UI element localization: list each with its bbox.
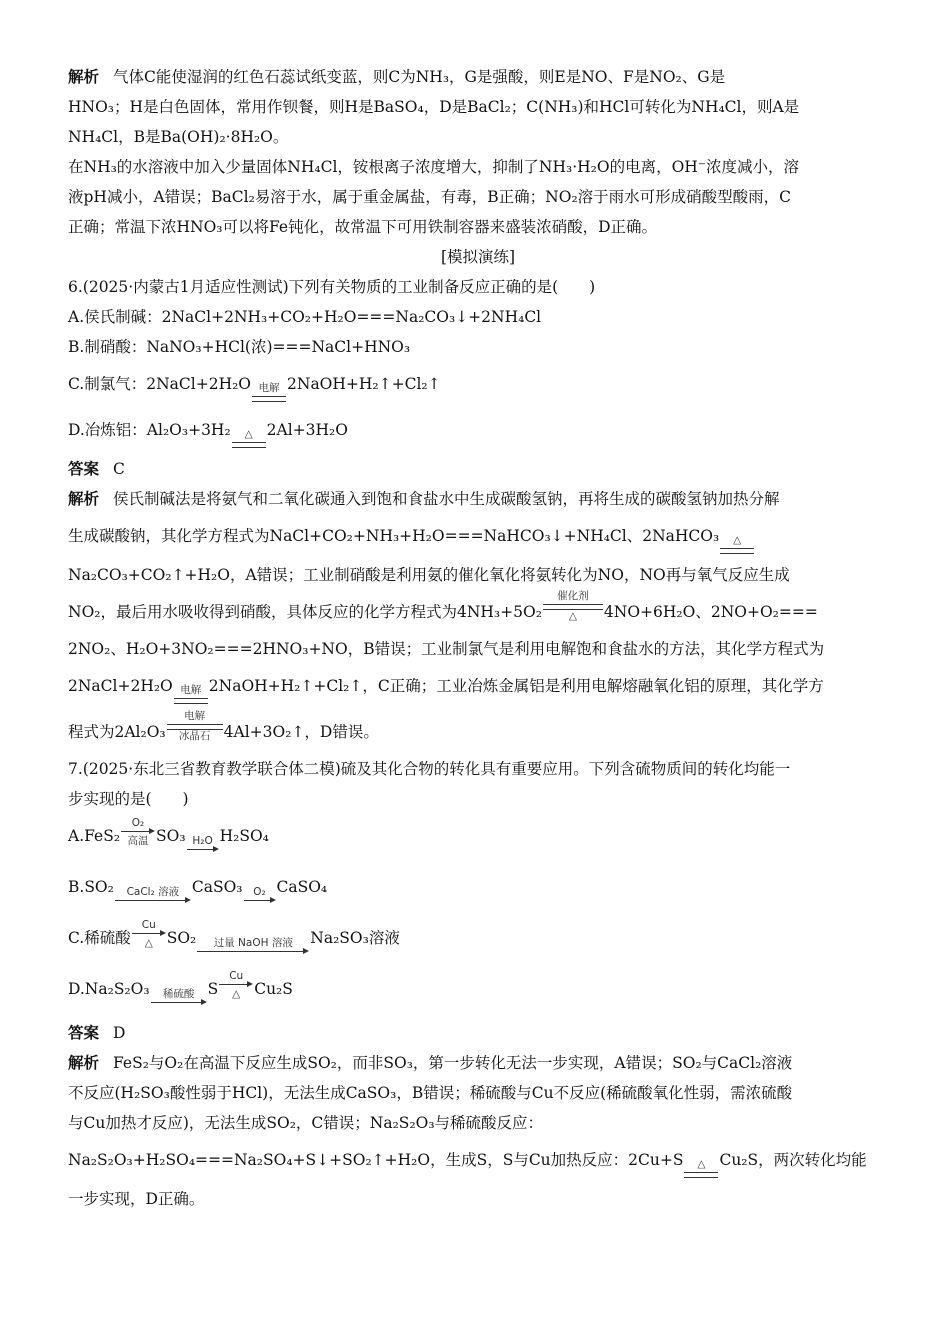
q6-analysis-line: NO₂，最后用水吸收得到硝酸，具体反应的化学方程式为4NH₃+5O₂ 催化剂 △ 4NO+6H₂O、2NO+O₂===: [68, 590, 818, 622]
q5-analysis-line: HNO₃；H是白色固体，常用作钡餐，则H是BaSO₄，D是BaCl₂；C(NH₃)和HCl可转化为NH₄Cl，则A是: [68, 98, 800, 116]
q6-analysis-line: 生成碳酸钠，其化学方程式为NaCl+CO₂+NH₃+H₂O===NaHCO₃↓+NH₄Cl、2NaHCO₃ △: [68, 514, 888, 560]
reaction-arrow: Cu △: [132, 919, 166, 949]
q7-option-c: C.稀硫酸 Cu △ SO₂ 过量 NaOH 溶液 Na₂SO₃溶液: [68, 916, 888, 967]
q7-option-d: D.Na₂S₂O₃ 稀硫酸 S Cu △ Cu₂S: [68, 967, 888, 1018]
reaction-arrow: CaCl₂ 溶液: [115, 886, 191, 916]
q6-option-b: B.制硝酸：NaNO₃+HCl(浓)===NaCl+HNO₃: [68, 338, 411, 356]
q6-analysis-line: 解析 侯氏制碱法是将氨气和二氧化碳通入到饱和食盐水中生成碳酸氢钠，再将生成的碳酸氢钠加热分解: [68, 490, 780, 508]
q6-option-a: A.侯氏制碱：2NaCl+2NH₃+CO₂+H₂O===Na₂CO₃↓+2NH₄Cl: [68, 308, 542, 326]
q5-analysis-line: 解析 气体C能使湿润的红色石蕊试纸变蓝，则C为NH₃，G是强酸，则E是NO、F是NO₂、G是: [68, 68, 726, 86]
q6-analysis-line: 2NaCl+2H₂O 电解 2NaOH+H₂↑+Cl₂↑，C正确；工业冶炼金属铝是利用电解熔融氧化铝的原理，其化学方: [68, 664, 888, 710]
q6-stem: 6.(2025·内蒙古1月适应性测试)下列有关物质的工业制备反应正确的是( ): [68, 278, 596, 296]
equals-arrow: 电解: [174, 684, 208, 710]
q6-analysis-line: 程式为2Al₂O₃ 电解 冰晶石 4Al+3O₂↑，D错误。: [68, 710, 379, 742]
q7-analysis-line: 解析 FeS₂与O₂在高温下反应生成SO₂，而非SO₃，第一步转化无法一步实现，A错误；SO₂与CaCl₂溶液: [68, 1054, 793, 1072]
document-page: [68, 62, 888, 1214]
q7-stem: 步实现的是( ): [68, 790, 189, 808]
q5-analysis-line: 在NH₃的水溶液中加入少量固体NH₄Cl，铵根离子浓度增大，抑制了NH₃·H₂O的电离，OH⁻浓度减小，溶: [68, 158, 799, 176]
q5-analysis-line: 正确；常温下浓HNO₃可以将Fe钝化，故常温下可用铁制容器来盛装浓硝酸，D正确。: [68, 218, 658, 236]
analysis-label: 解析: [68, 68, 100, 86]
q7-answer: 答案 D: [68, 1024, 126, 1042]
reaction-arrow: Cu △: [219, 970, 253, 1000]
reaction-arrow: 稀硫酸: [151, 988, 207, 1018]
q7-stem: 7.(2025·东北三省教育教学联合体二模)硫及其化合物的转化具有重要应用。下列含硫物质间的转化均能一: [68, 760, 791, 778]
equals-arrow: △: [232, 428, 266, 454]
q5-analysis-line: 液pH减小，A错误；BaCl₂易溶于水，属于重金属盐，有毒，B正确；NO₂溶于雨水可形成硝酸型酸雨，C: [68, 188, 792, 206]
analysis-label: 解析: [68, 1054, 100, 1072]
equals-arrow: △: [684, 1158, 718, 1184]
q7-option-a: A.FeS₂ O₂ 高温 SO₃ H₂O H₂SO₄: [68, 814, 888, 865]
q6-analysis-line: Na₂CO₃+CO₂↑+H₂O，A错误；工业制硝酸是利用氨的催化氧化将氨转化为NO，NO再与氧气反应生成: [68, 566, 790, 584]
answer-label: 答案: [68, 460, 100, 478]
analysis-label: 解析: [68, 490, 100, 508]
q7-analysis-line: 不反应(H₂SO₃酸性弱于HCl)，无法生成CaSO₃，B错误；稀硫酸与Cu不反应(稀硫酸氧化性弱，需浓硫酸: [68, 1084, 793, 1102]
section-title: [模拟演练]: [440, 248, 516, 266]
q6-option-d: D.冶炼铝：Al₂O₃+3H₂ △ 2Al+3H₂O: [68, 408, 888, 454]
equals-arrow: △: [720, 534, 754, 560]
q6-option-c: C.制氯气：2NaCl+2H₂O 电解 2NaOH+H₂↑+Cl₂↑: [68, 362, 888, 408]
equals-arrow: 催化剂 △: [543, 590, 603, 622]
equals-arrow: 电解: [252, 382, 286, 408]
reaction-arrow: O₂: [244, 886, 276, 916]
reaction-arrow: O₂ 高温: [121, 817, 155, 847]
reaction-arrow: 过量 NaOH 溶液: [197, 937, 309, 967]
q7-analysis-line: 一步实现，D正确。: [68, 1190, 205, 1208]
q7-option-b: B.SO₂ CaCl₂ 溶液 CaSO₃ O₂ CaSO₄: [68, 865, 888, 916]
q6-analysis-line: 2NO₂、H₂O+3NO₂===2HNO₃+NO，B错误；工业制氯气是利用电解饱和食盐水的方法，其化学方程式为: [68, 640, 825, 658]
q6-answer: 答案 C: [68, 460, 125, 478]
q7-analysis-line: Na₂S₂O₃+H₂SO₄===Na₂SO₄+S↓+SO₂↑+H₂O，生成S，S与Cu加热反应：2Cu+S △ Cu₂S，两次转化均能: [68, 1138, 888, 1184]
equals-arrow: 电解 冰晶石: [167, 710, 223, 742]
reaction-arrow: H₂O: [187, 835, 219, 865]
q5-analysis-line: NH₄Cl，B是Ba(OH)₂·8H₂O。: [68, 128, 289, 146]
q7-analysis-line: 与Cu加热才反应)，无法生成SO₂，C错误；Na₂S₂O₃与稀硫酸反应：: [68, 1114, 544, 1132]
answer-label: 答案: [68, 1024, 100, 1042]
